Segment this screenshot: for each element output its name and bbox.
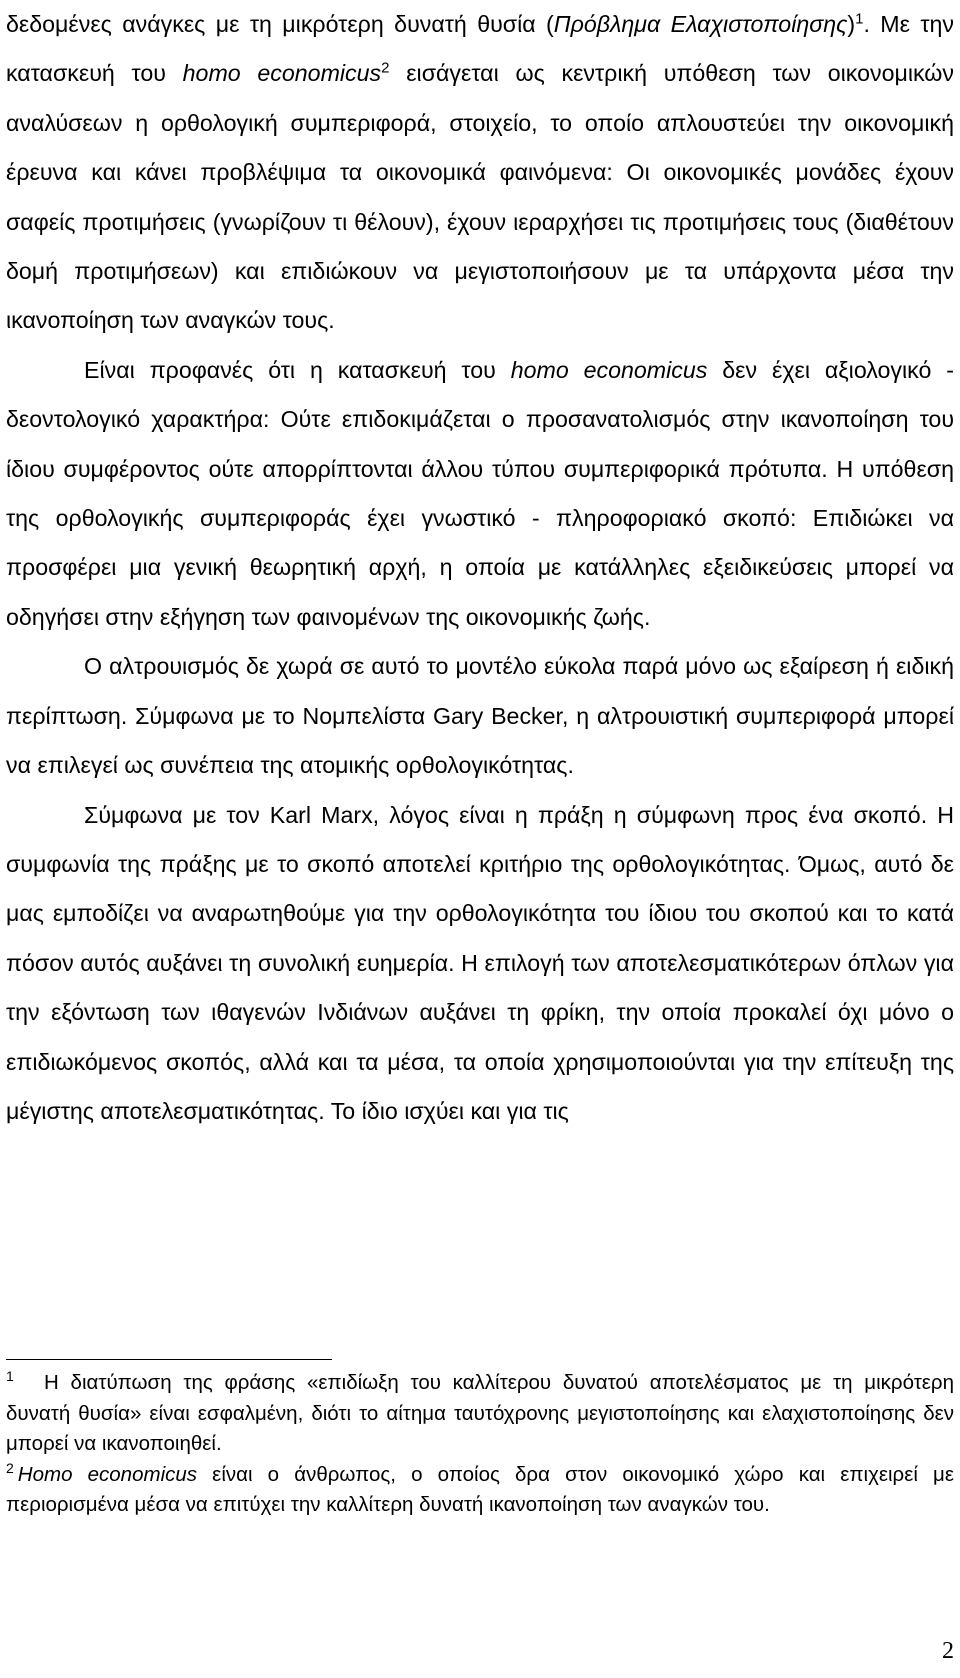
paragraph-1-text-a: δεδομένες ανάγκες με τη μικρότερη δυνατή θυσία ( <box>6 11 554 37</box>
paragraph-1 <box>6 0 954 346</box>
footnote-2-number: 2 <box>6 1459 14 1476</box>
footnote-1: 1 Η διατύπωση της φράσης «επιδίωξη του καλλίτερου δυνατού αποτελέσματος με τη μικρότερη δυνατή θυσία» είναι εσφαλμένη, διότι το αίτημα ταυτόχρονης μεγιστοποίησης και ελαχιστοποίησης δεν μπορεί να ικανοποιηθεί. <box>6 1368 954 1456</box>
footnote-reference-1: 1 <box>855 10 864 28</box>
paragraph-2-text-a: Είναι προφανές ότι η κατασκευή του <box>84 356 511 383</box>
paragraph-1-homo-economicus: homo economicus <box>182 60 382 87</box>
footnote-1-text: Η διατύπωση της φράσης «επιδίωξη του καλλίτερου δυνατού αποτελέσματος με τη μικρότερη δυνατή θυσία» είναι εσφαλμένη, διότι το αίτημα ταυτόχρονης μεγιστοποίησης και ελαχιστοποίησης δεν μπορεί να ικανοποιηθεί. <box>6 1371 954 1456</box>
paragraph-1-text-c: . Με την κατασκευή του <box>6 11 954 87</box>
footnote-2 <box>6 1460 954 1521</box>
body-text <box>6 0 954 1136</box>
paragraph-4: Σύμφωνα με τον Karl Marx, λόγος είναι η πράξη η σύμφωνη προς ένα σκοπό. Η συμφωνία της πράξης με το σκοπό αποτελεί κριτήριο της ορθολογικότητας. Όμως, αυτό δε μας εμποδίζει να αναρωτηθούμε για την ορθολογικότητα του ίδιου του σκοπού και το κατά πόσον αυτός αυξάνει τη συνολική ευημερία. Η επιλογή των αποτελεσματικότερων όπλων για την εξόντωση των ιθαγενών Ινδιάνων αυξάνει τη φρίκη, την οποία προκαλεί όχι μόνο ο επιδιωκόμενος σκοπός, αλλά και τα μέσα, τα οποία χρησιμοποιούνται για την επίτευξη της μέγιστης αποτελεσματικότητας. Το ίδιο ισχύει και για τις <box>6 801 954 1124</box>
footnote-2-text: είναι ο άνθρωπος, ο οποίος δρα στον οικονομικό χώρο και επιχειρεί με περιορισμένα μέσα να επιτύχει την καλλίτερη δυνατή ικανοποίηση των αναγκών του. <box>6 1462 955 1517</box>
page-number: 2 <box>942 1638 954 1664</box>
footnote-separator <box>6 1359 332 1360</box>
footnotes <box>6 1368 954 1521</box>
footnote-2-italic-term: Homo economicus <box>17 1462 198 1486</box>
paragraph-2-homo-economicus: homo economicus <box>510 356 708 383</box>
footnote-reference-2: 2 <box>381 59 390 77</box>
paragraph-1-text-d: εισάγεται ως κεντρική υπόθεση των οικονομικών αναλύσεων η ορθολογική συμπεριφορά, στοιχείο, το οποίο απλουστεύει την οικονομική έρευνα και κάνει προβλέψιμα τα οικονομικά φαινόμενα: Οι οικονομικές μονάδες έχουν σαφείς προτιμήσεις (γνωρίζουν τι θέλουν), έχουν ιεραρχήσει τις προτιμήσεις τους (διαθέτουν δομή προτιμήσεων) και επιδιώκουν να μεγιστοποιήσουν με τα υπάρχοντα μέσα την ικανοποίηση των αναγκών τους. <box>6 60 954 334</box>
paragraph-1-text-b: ) <box>847 11 856 37</box>
paragraph-1-italic-term: Πρόβλημα Ελαχιστοποίησης <box>553 11 848 37</box>
paragraph-3: Ο αλτρουισμός δε χωρά σε αυτό το μοντέλο εύκολα παρά μόνο ως εξαίρεση ή ειδική περίπτωση. Σύμφωνα με το Νομπελίστα Gary Becker, η αλτρουιστική συμπεριφορά μπορεί να επιλεγεί ως συνέπεια της ατομικής ορθολογικότητας. <box>6 653 954 779</box>
paragraph-2 <box>6 346 954 642</box>
paragraph-2-text-b: δεν έχει αξιολογικό - δεοντολογικό χαρακτήρα: Ούτε επιδοκιμάζεται ο προσανατολισμός στην ικανοποίηση του ίδιου συμφέροντος ούτε απορρίπτονται άλλου τύπου συμπεριφορικά πρότυπα. Η υπόθεση της ορθολογικής συμπεριφοράς έχει γνωστικό - πληροφοριακό σκοπό: Επιδιώκει να προσφέρει μια γενική θεωρητική αρχή, η οποία με κατάλληλες εξειδικεύσεις μπορεί να οδηγήσει στην εξήγηση των φαινομένων της οικονομικής ζωής. <box>6 356 954 630</box>
